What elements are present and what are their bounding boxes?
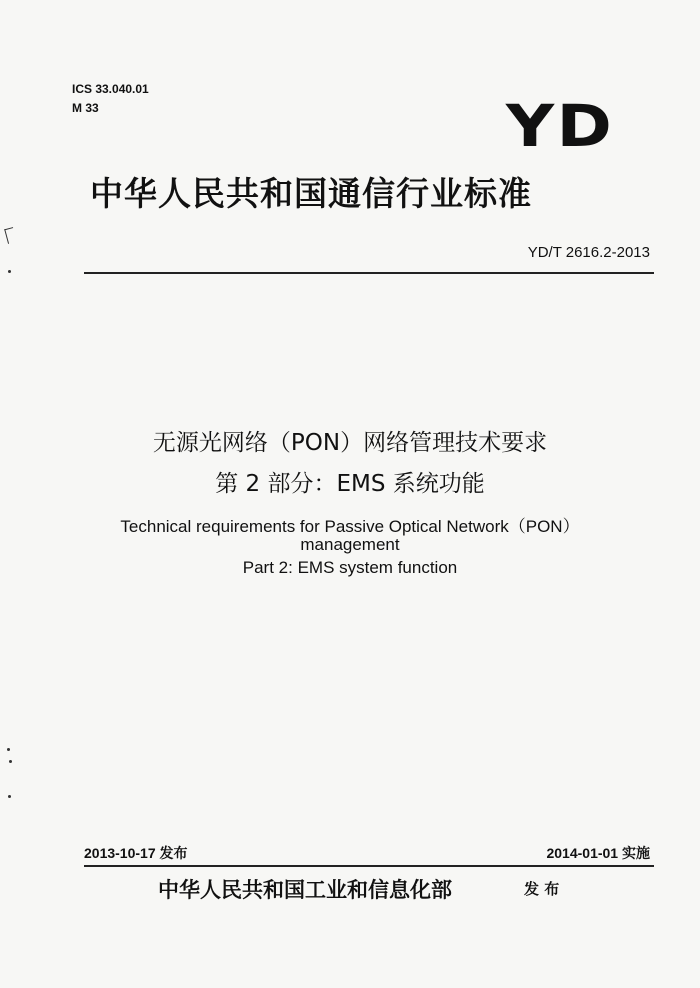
title-en-line1: Technical requirements for Passive Optical Network（PON）: [120, 517, 580, 536]
title-en-line3: Part 2: EMS system function: [242, 558, 458, 577]
title-cn-line2: 第 2 部分：EMS 系统功能: [215, 471, 485, 497]
scan-mark: [4, 227, 17, 244]
publisher-name: 中华人民共和国工业和信息化部: [158, 877, 452, 902]
scan-dot: [7, 748, 10, 751]
issue-date: 2013-10-17 发布: [84, 845, 188, 861]
publisher-suffix: 发 布: [524, 880, 560, 898]
standard-title: 中华人民共和国通信行业标准: [90, 174, 532, 213]
ics-code: ICS 33.040.01: [72, 82, 149, 96]
title-en-line2: management: [300, 535, 400, 554]
implement-date: 2014-01-01 实施: [546, 845, 650, 861]
header-rule: [84, 272, 654, 274]
title-cn-line1: 无源光网络（PON）网络管理技术要求: [152, 430, 548, 456]
scan-dot: [9, 760, 12, 763]
scan-dot: [8, 795, 11, 798]
scan-dot: [8, 270, 11, 273]
yd-logo: YD: [505, 92, 614, 160]
footer-rule: [84, 865, 654, 867]
category-code: M 33: [72, 101, 99, 115]
standard-number: YD/T 2616.2-2013: [527, 244, 650, 261]
